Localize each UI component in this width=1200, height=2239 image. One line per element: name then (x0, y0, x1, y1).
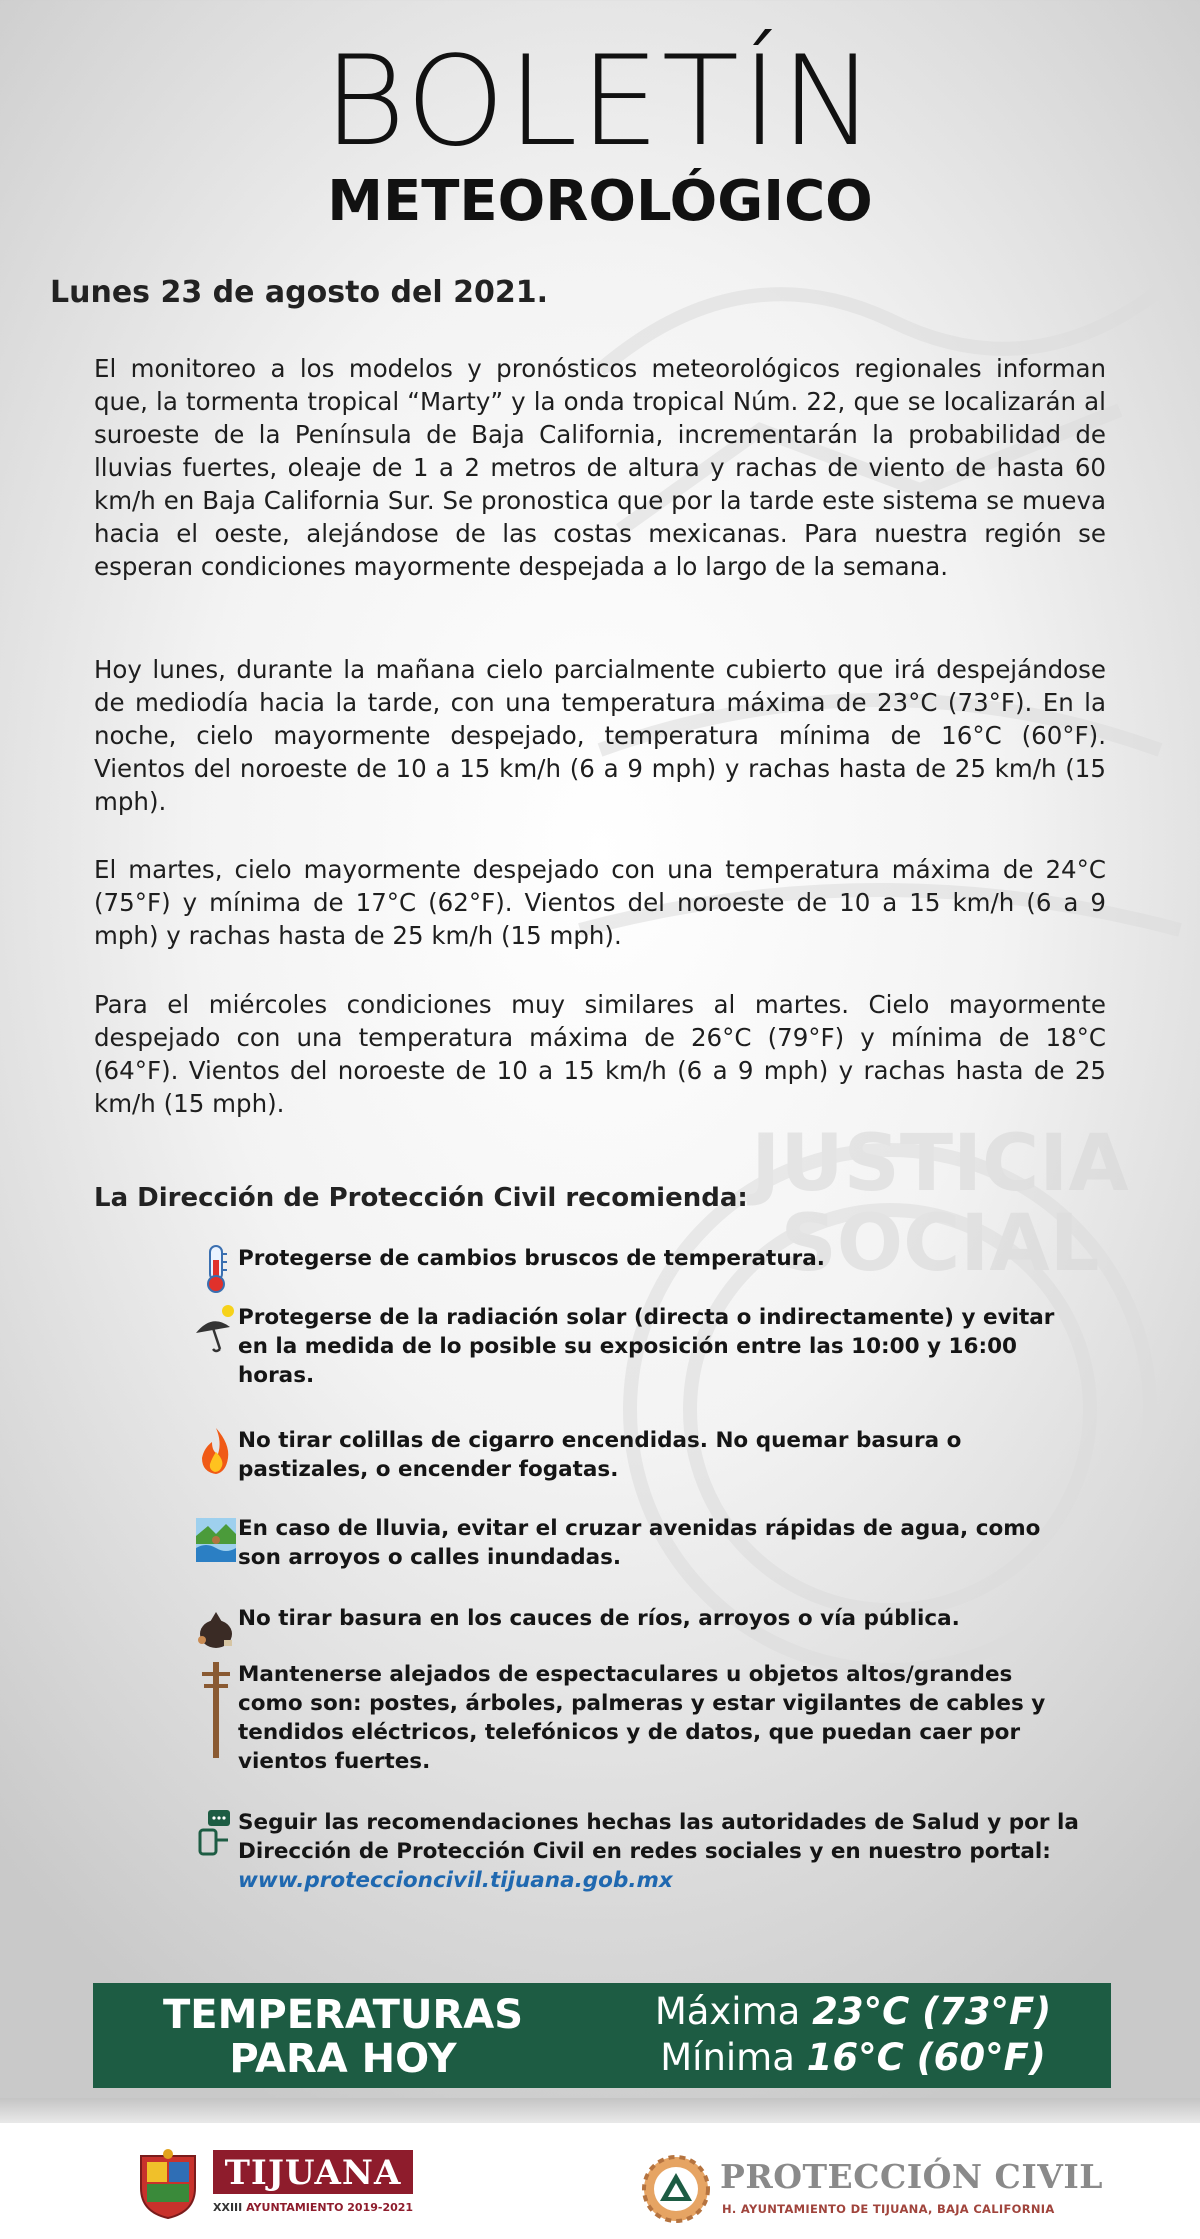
recommendation-text-body: Seguir las recomendaciones hechas las autoridades de Salud y por la Dirección de Protección Civil en redes sociales y en nuestro portal: (238, 1810, 1079, 1864)
utility-pole-icon (194, 1660, 238, 1760)
forecast-paragraph: Para el miércoles condiciones muy similares al martes. Cielo mayormente despejado con una temperatura máxima de 26°C (79°F) y mínima de 18°C (64°F). Vientos del noroeste de 10 a 15 km/h (6 a 9 mph) y rachas hasta de 25 km/h (15 mph). (94, 990, 1106, 1118)
min-temperature-label: Mínima (660, 2036, 795, 2079)
recommendation-text: No tirar basura en los cauces de ríos, arroyos o vía pública. (238, 1606, 960, 1631)
max-temperature-label: Máxima (654, 1990, 801, 2033)
recommendation-item (200, 1808, 1080, 1895)
phone-chat-icon (194, 1808, 238, 1858)
max-temperature-value: 23°C (73°F) (812, 1990, 1052, 2033)
tijuana-crest-icon (133, 2148, 203, 2220)
recommendation-text: No tirar colillas de cigarro encendidas. No quemar basura o pastizales, o encender fogatas. (238, 1428, 962, 1482)
footer-shadow (0, 2098, 1200, 2123)
portal-link[interactable]: www.proteccioncivil.tijuana.gob.mx (238, 1868, 673, 1893)
proteccion-civil-title: PROTECCIÓN CIVIL (720, 2157, 1104, 2196)
min-temperature-value: 16°C (60°F) (806, 2036, 1046, 2079)
bulletin-subtitle: METEOROLÓGICO (327, 169, 873, 234)
tijuana-sub-text: AYUNTAMIENTO 2019-2021 (246, 2201, 414, 2214)
recommendation-item (200, 1426, 1080, 1484)
trash-bag-icon (194, 1604, 238, 1654)
max-temperature-row (623, 1989, 1083, 2035)
tijuana-sub-prefix: XXIII (213, 2201, 243, 2214)
watermark-line2: SOCIAL (780, 1199, 1100, 1289)
recommendation-item (200, 1604, 1080, 1654)
recommendation-item (200, 1660, 1080, 1776)
fire-icon (194, 1426, 238, 1476)
watermark-line1: JUSTICIA (751, 1119, 1129, 1209)
forecast-paragraph: Hoy lunes, durante la mañana cielo parcialmente cubierto que irá despejándose de mediodía hacia la tarde, con una temperatura máxima de 23°C (73°F). En la noche, cielo mayormente despejado, temperatura mínima de 16°C (60°F). Vientos del noroeste de 10 a 15 km/h (6 a 9 mph) y rachas hasta de 25 km/h (15 mph). (94, 655, 1106, 816)
forecast-paragraph: El martes, cielo mayormente despejado con una temperatura máxima de 24°C (75°F) y mínima de 17°C (62°F). Vientos del noroeste de 10 a 15 km/h (6 a 9 mph) y rachas hasta de 25 km/h (15 mph). (94, 855, 1106, 950)
tijuana-logo-subtitle (213, 2201, 423, 2214)
recommendation-text: En caso de lluvia, evitar el cruzar avenidas rápidas de agua, como son arroyos o calles inundadas. (238, 1516, 1041, 1570)
recommendation-text (238, 1808, 1080, 1895)
forecast-paragraph: El monitoreo a los modelos y pronósticos meteorológicos regionales informan que, la tormenta tropical “Marty” y la onda tropical Núm. 22, que se localizarán al suroeste de la Península de Baja California, incrementarán la probabilidad de lluvias fuertes, oleaje de 1 a 2 metros de altura y rachas de viento de hasta 60 km/h en Baja California Sur. Se pronostica que por la tarde este sistema se mueva hacia el oeste, alejándose de las costas mexicanas. Para nuestra región se esperan condiciones mayormente despejada a lo largo de la semana. (94, 354, 1106, 581)
footer (0, 2123, 1200, 2239)
recommendations-heading: La Dirección de Protección Civil recomienda: (94, 1183, 748, 1213)
recommendation-item (200, 1303, 1080, 1390)
temperature-band (93, 1983, 1111, 2088)
recommendation-text: Protegerse de la radiación solar (directa o indirectamente) y evitar en la medida de lo posible su exposición entre las 10:00 y 16:00 horas. (238, 1305, 1055, 1388)
umbrella-sun-icon (194, 1303, 238, 1353)
bulletin-date: Lunes 23 de agosto del 2021. (50, 275, 548, 310)
bulletin-title: BOLETÍN (323, 30, 877, 174)
recommendation-text: Mantenerse alejados de espectaculares u objetos altos/grandes como son: postes, árboles, palmeras y estar vigilantes de cables y tendidos eléctricos, telefónicos y de datos, que puedan caer por vientos fuertes. (238, 1662, 1046, 1774)
min-temperature-row (623, 2035, 1083, 2081)
recommendation-text: Protegerse de cambios bruscos de temperatura. (238, 1246, 825, 1271)
temperature-values (623, 1989, 1083, 2081)
thermometer-icon (194, 1244, 238, 1294)
tijuana-logo-text: TIJUANA (213, 2150, 413, 2194)
temperature-label-line1: TEMPERATURAS (162, 1992, 524, 2038)
temperature-label-line2: PARA HOY (229, 2036, 457, 2082)
recommendation-item (200, 1514, 1080, 1572)
temperature-label (93, 1993, 593, 2081)
proteccion-civil-subtitle: H. AYUNTAMIENTO DE TIJUANA, BAJA CALIFORNIA (722, 2202, 1055, 2216)
proteccion-civil-logo-icon (640, 2153, 712, 2225)
recommendation-item (200, 1244, 1080, 1294)
flood-icon (194, 1514, 238, 1564)
